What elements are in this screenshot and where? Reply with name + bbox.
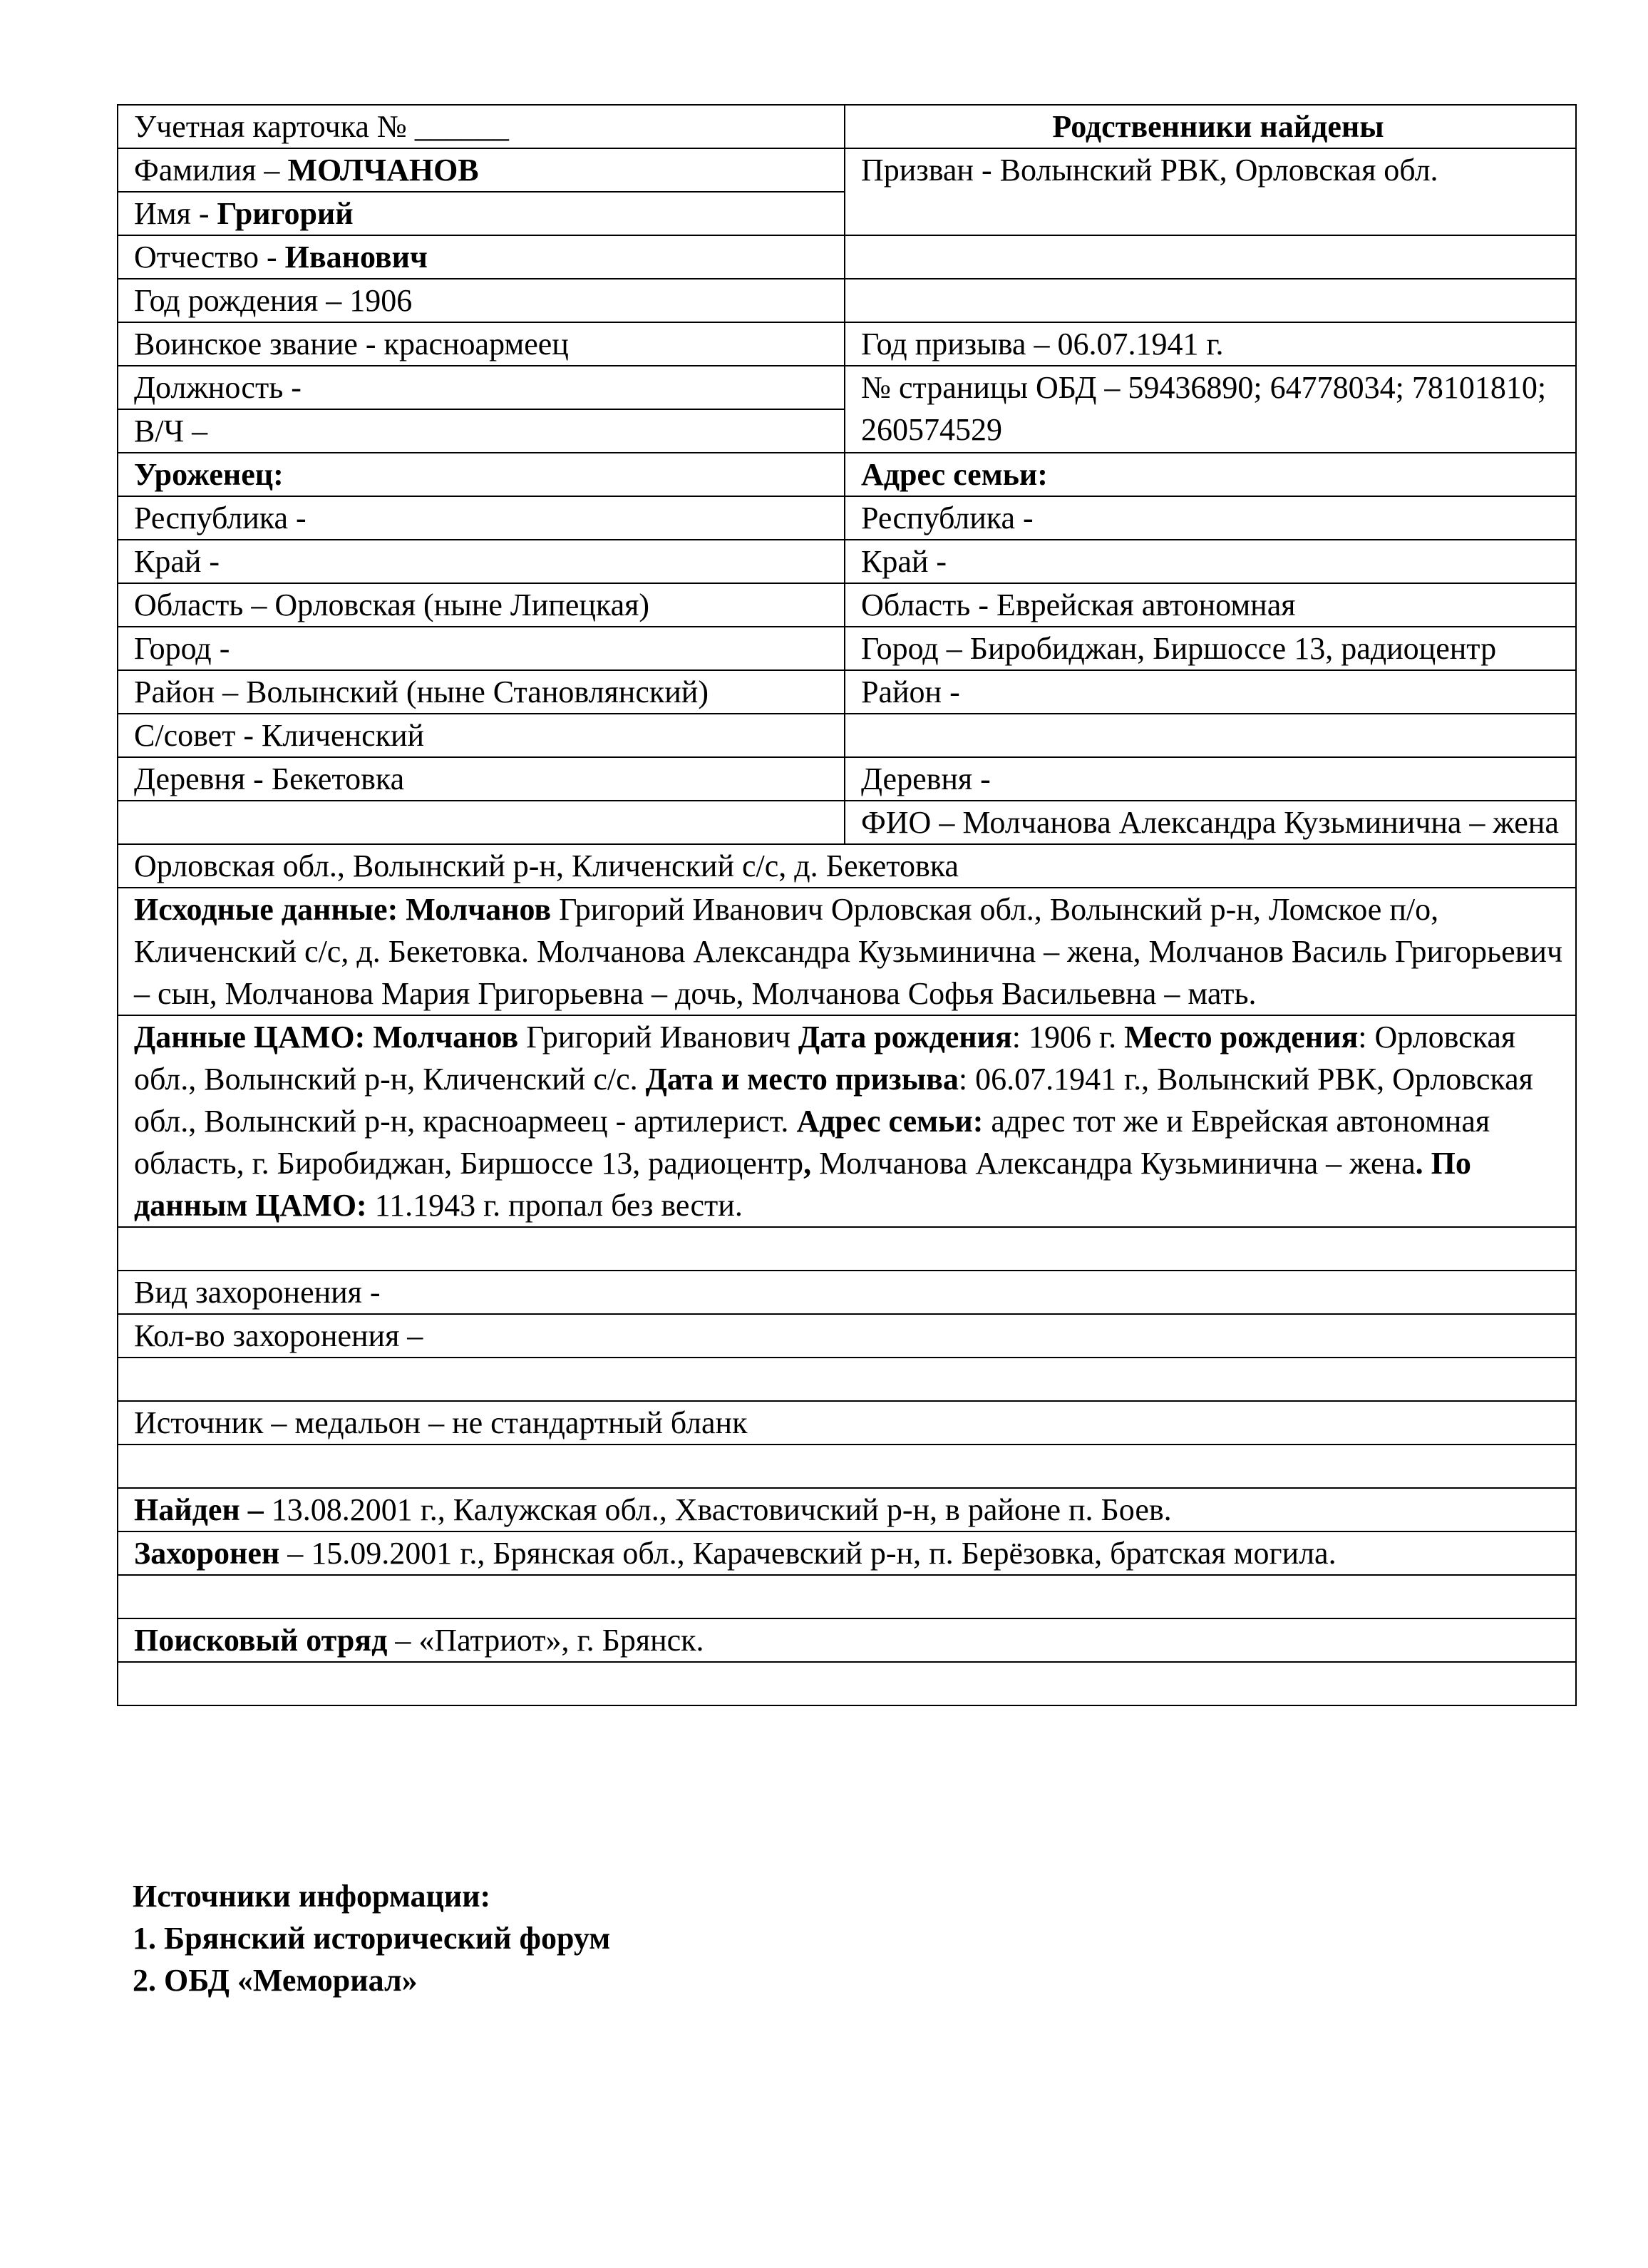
family-city: Город – Биробиджан, Биршоссе 13, радиоцентр [845, 627, 1576, 670]
native-krai: Край - [118, 540, 845, 583]
native-oblast: Область – Орловская (ныне Липецкая) [118, 583, 845, 627]
empty-row [118, 1662, 1576, 1705]
family-krai: Край - [845, 540, 1576, 583]
card-title: Учетная карточка № ______ [118, 105, 845, 148]
draft-year-cell: Год призыва – 06.07.1941 г. [845, 322, 1576, 366]
obd-pages-cell: № страницы ОБД – 59436890; 64778034; 78101810; 260574529 [845, 366, 1576, 453]
native-village: Деревня - Бекетовка [118, 757, 845, 801]
address-line: Орловская обл., Волынский р-н, Кличенский с/с, д. Бекетовка [118, 844, 1576, 888]
native-district: Район – Волынский (ныне Становлянский) [118, 670, 845, 714]
source-item: 1. Брянский исторический форум [133, 1921, 611, 1956]
found-line: Найден – 13.08.2001 г., Калужская обл., Хвастовичский р-н, в районе п. Боев. [118, 1488, 1576, 1531]
tsamo-paragraph: Данные ЦАМО: Молчанов Григорий Иванович Дата рождения: 1906 г. Место рождения: Орловская обл., Волынский р-н, Кличенский с/с. Дата и место призыва: 06.07.1941 г., Волынский РВК, Орловская обл., Волынский р-н, красноармеец - артилерист. Адрес семьи: адрес тот же и Еврейская автономная область, г. Биробиджан, Биршоссе 13, радиоцентр, Молчанова Александра Кузьминична – жена. По данным ЦАМО: 11.1943 г. пропал без вести. [118, 1015, 1576, 1227]
rank-cell: Воинское звание - красноармеец [118, 322, 845, 366]
sources-title: Источники информации: [133, 1879, 491, 1914]
patronymic-value: Иванович [284, 240, 428, 274]
birth-year-cell: Год рождения – 1906 [118, 279, 845, 322]
empty-cell [845, 714, 1576, 757]
family-fio: ФИО – Молчанова Александра Кузьминична – жена [845, 801, 1576, 844]
empty-row [118, 1358, 1576, 1401]
burial-type: Вид захоронения - [118, 1271, 1576, 1314]
source-data-paragraph: Исходные данные: Молчанов Григорий Иванович Орловская обл., Волынский р-н, Ломское п/о, Кличенский с/с, д. Бекетовка. Молчанова Александра Кузьминична – жена, Молчанов Василь Григорьевич – сын, Молчанова Мария Григорьевна – дочь, Молчанова Софья Васильевна – мать. [118, 888, 1576, 1015]
native-city: Город - [118, 627, 845, 670]
empty-cell [845, 279, 1576, 322]
source-line: Источник – медальон – не стандартный бланк [118, 1401, 1576, 1445]
unit-cell: В/Ч – [118, 409, 845, 453]
family-address-header: Адрес семьи: [845, 453, 1576, 496]
surname-value: МОЛЧАНОВ [287, 153, 479, 188]
search-squad-line: Поисковый отряд – «Патриот», г. Брянск. [118, 1618, 1576, 1662]
empty-cell [118, 801, 845, 844]
name-cell: Имя - Григорий [118, 192, 845, 235]
empty-row [118, 1445, 1576, 1488]
family-village: Деревня - [845, 757, 1576, 801]
buried-line: Захоронен – 15.09.2001 г., Брянская обл., Карачевский р-н, п. Берёзовка, братская могила. [118, 1531, 1576, 1575]
name-value: Григорий [217, 196, 354, 231]
family-district: Район - [845, 670, 1576, 714]
empty-row [118, 1575, 1576, 1618]
information-sources [133, 1875, 610, 2001]
family-oblast: Область - Еврейская автономная [845, 583, 1576, 627]
native-selsovet: С/совет - Кличенский [118, 714, 845, 757]
empty-cell [845, 235, 1576, 279]
patronymic-cell: Отчество - Иванович [118, 235, 845, 279]
native-header: Уроженец: [118, 453, 845, 496]
family-republic: Республика - [845, 496, 1576, 540]
relatives-status: Родственники найдены [845, 105, 1576, 148]
source-item: 2. ОБД «Мемориал» [133, 1963, 418, 1998]
record-card-table [117, 104, 1577, 1706]
drafted-cell: Призван - Волынский РВК, Орловская обл. [845, 148, 1576, 235]
burial-count: Кол-во захоронения – [118, 1314, 1576, 1358]
position-cell: Должность - [118, 366, 845, 409]
empty-row [118, 1227, 1576, 1271]
surname-cell: Фамилия – МОЛЧАНОВ [118, 148, 845, 192]
native-republic: Республика - [118, 496, 845, 540]
